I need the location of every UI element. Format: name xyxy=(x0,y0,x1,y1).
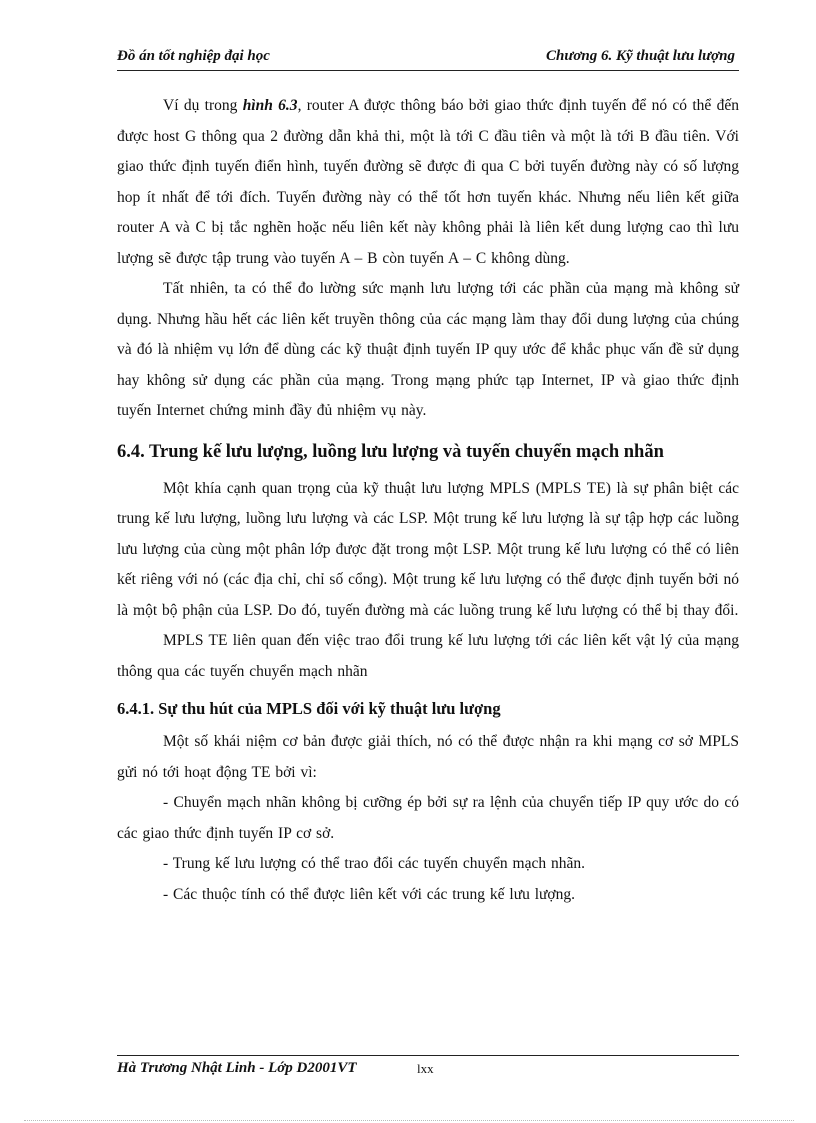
page-number: lxx xyxy=(417,1061,434,1076)
paragraph-example: Ví dụ trong hình 6.3, router A được thông báo bởi giao thức định tuyến để nó có thể đến được host G thông qua 2 đường dẫn khả thi, một là tới C đầu tiên và một là tới B đầu tiên. Với giao thức định tuyến điển hình, tuyến đường sẽ được đi qua C bởi tuyến đường này có số lượng hop ít nhất để tới đích. Tuyến đường này có thể tốt hơn tuyến khác. Nhưng nếu liên kết giữa router A và C bị tắc nghẽn hoặc nếu liên kết này không phải là liên kết dung lượng cao thì lưu lượng sẽ được tập trung vào tuyến A – B còn tuyến A – C không dùng. xyxy=(117,97,740,267)
page-footer xyxy=(117,1055,739,1082)
section-heading-6-4: 6.4. Trung kế lưu lượng, luồng lưu lượng và tuyến chuyển mạch nhãn xyxy=(117,441,664,462)
bullet-label-switching: - Chuyển mạch nhãn không bị cưỡng ép bởi sự ra lệnh của chuyển tiếp IP quy ước do có các giao thức định tuyến IP cơ sở. xyxy=(117,794,739,842)
page-body xyxy=(117,91,739,910)
bullet-traffic-trunks: - Trung kế lưu lượng có thể trao đổi các tuyến chuyển mạch nhãn. xyxy=(163,855,585,872)
paragraph-basic-concepts: Một số khái niệm cơ bản được giải thích, nó có thể được nhận ra khi mạng cơ sở MPLS gửi nó tới hoạt động TE bởi vì: xyxy=(117,733,739,781)
bullet-attributes: - Các thuộc tính có thể được liên kết với các trung kế lưu lượng. xyxy=(163,885,576,903)
paragraph-mpls-te-aspect: Một khía cạnh quan trọng của kỹ thuật lưu lượng MPLS (MPLS TE) là sự phân biệt các trung kế lưu lượng, luồng lưu lượng và các LSP. Một trung kế lưu lượng là sự tập hợp các luồng lưu lượng của cùng một phân lớp được đặt trong một LSP. Một trung kế lưu lượng có thể có liên kết riêng với nó (các địa chỉ, chỉ số cổng). Một trung kế lưu lượng có thể được định tuyến bởi nó là một bộ phận của LSP. Do đó, tuyến đường mà các luồng trung kế lưu lượng có thể bị thay đổi. xyxy=(117,479,739,619)
page-header xyxy=(117,46,739,71)
footer-author: Hà Trương Nhật Linh - Lớp D2001VT xyxy=(117,1060,357,1076)
section-heading-6-4-1: 6.4.1. Sự thu hút của MPLS đối với kỹ thuật lưu lượng xyxy=(117,699,501,718)
figure-reference: hình 6.3 xyxy=(242,97,298,114)
paragraph-traffic-measurement: Tất nhiên, ta có thể đo lường sức mạnh lưu lượng tới các phần của mạng mà không sử dụng. Nhưng hầu hết các liên kết truyền thông của các mạng làm thay đổi dung lượng của chúng và đó là nhiệm vụ lớn để dùng các kỹ thuật định tuyến IP quy ước để khắc phục vấn đề sử dụng hay không sử dụng các phần của mạng. Trong mạng phức tạp Internet, IP và giao thức định tuyến Internet chứng minh đầy đủ nhiệm vụ này. xyxy=(117,280,739,419)
header-chapter-title: Chương 6. Kỹ thuật lưu lượng xyxy=(546,48,735,64)
header-thesis-title: Đồ án tốt nghiệp đại học xyxy=(117,48,270,64)
paragraph-mpls-te-mapping: MPLS TE liên quan đến việc trao đổi trung kế lưu lượng tới các liên kết vật lý của mạng thông qua các tuyến chuyển mạch nhãn xyxy=(117,632,739,680)
page-bottom-edge xyxy=(24,1120,794,1121)
